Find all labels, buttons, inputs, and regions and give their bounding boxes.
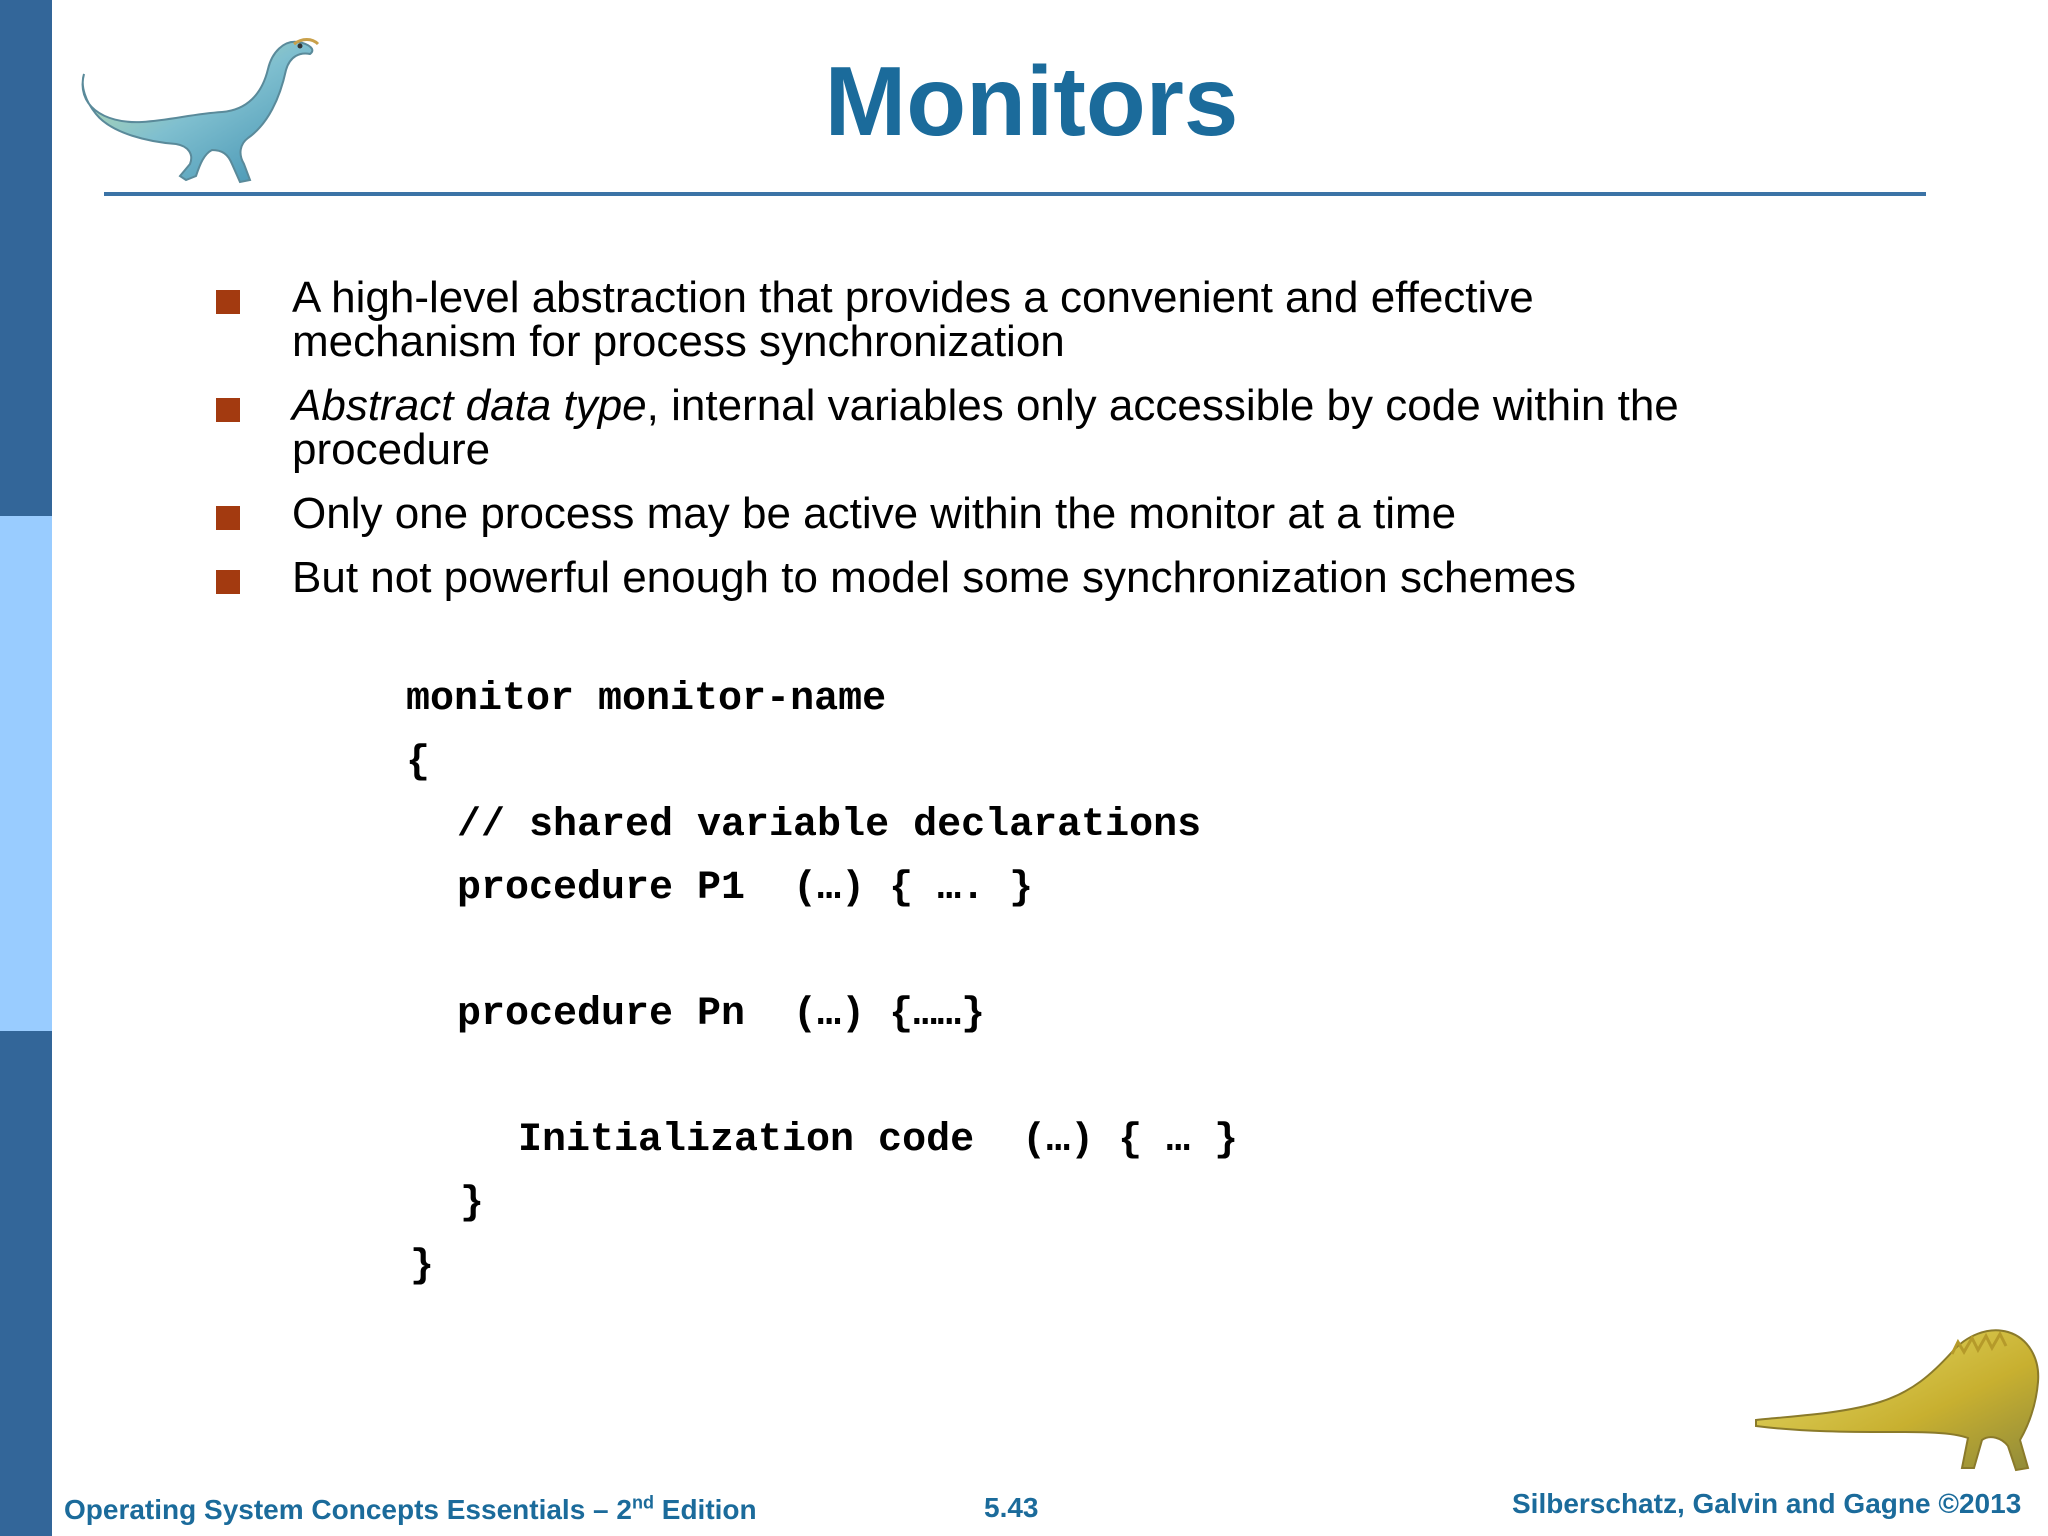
code-line: monitor monitor-name <box>406 677 887 722</box>
footer-authors: Silberschatz, Galvin and Gagne ©2013 <box>1512 1488 2022 1519</box>
footer-book-suffix: Edition <box>653 1494 757 1525</box>
bullet-item <box>216 489 1856 538</box>
bullet-item <box>216 381 1856 474</box>
side-bar-bottom-segment <box>0 1031 52 1536</box>
code-line: procedure P1 (…) { …. } <box>457 866 1034 911</box>
bullet-text-line: Only one process may be active within the monitor at a time <box>292 489 1457 538</box>
footer-page-number: 5.43 <box>984 1492 1039 1523</box>
bullet-text-line: mechanism for process synchronization <box>292 317 1065 366</box>
bullet-marker-icon <box>216 506 240 530</box>
bullet-marker-icon <box>216 398 240 422</box>
code-line: // shared variable declarations <box>457 803 1202 848</box>
bullet-item <box>216 273 1856 366</box>
bullet-marker-icon <box>216 570 240 594</box>
bullet-marker-icon <box>216 290 240 314</box>
code-line: { <box>406 740 431 785</box>
bullet-text-line: procedure <box>292 425 491 474</box>
bullet-text-line: , internal variables only accessible by code within the <box>646 381 1679 430</box>
bullet-list <box>216 273 1856 620</box>
bullet-text-line: A high-level abstraction that provides a convenient and effective <box>292 273 1534 322</box>
slide-title: Monitors <box>824 46 1239 156</box>
code-line: Initialization code (…) { … } <box>518 1118 1239 1163</box>
dinosaur-bottom-right-icon <box>1752 1322 2048 1478</box>
bullet-text-line: But not powerful enough to model some synchronization schemes <box>292 553 1577 602</box>
footer-book-superscript: nd <box>631 1492 654 1513</box>
bullet-italic-term: Abstract data type <box>292 381 647 430</box>
side-bar-middle-segment <box>0 516 52 1031</box>
bullet-item <box>216 553 1856 602</box>
side-bar <box>0 0 52 1536</box>
title-divider <box>104 192 1926 196</box>
code-line: } <box>410 1244 435 1289</box>
code-line: procedure Pn (…) {……} <box>457 992 986 1037</box>
footer-book-title <box>64 1494 757 1526</box>
footer-book-prefix: Operating System Concepts Essentials – 2 <box>64 1494 632 1525</box>
code-line: } <box>460 1181 485 1226</box>
